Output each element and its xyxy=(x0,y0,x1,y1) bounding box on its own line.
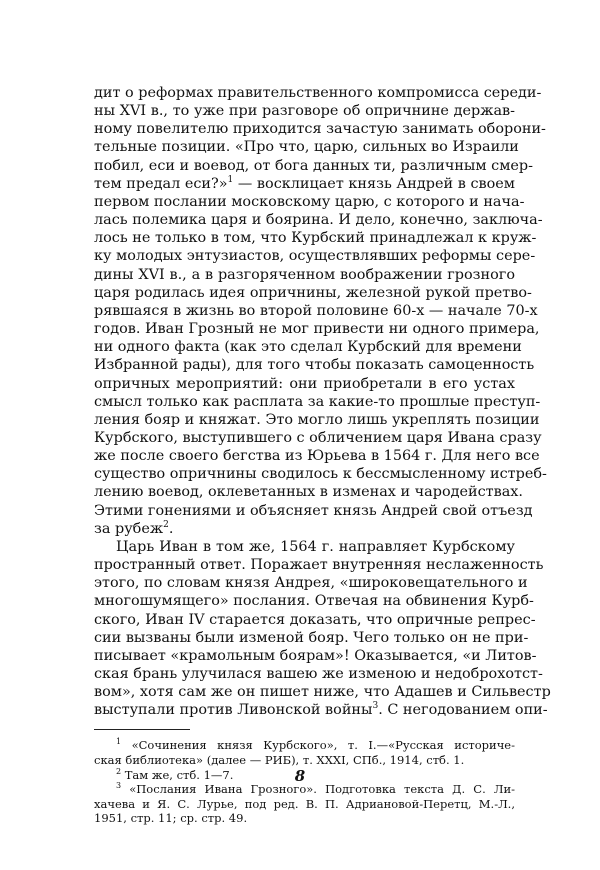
text-fragment: . С негодованием опи- xyxy=(378,702,548,719)
text-line: Избранной рады), для того чтобы показать самоценность xyxy=(94,357,535,374)
text-line: опричных мероприятий: они приобретали в его устах xyxy=(94,375,515,392)
footnote-divider xyxy=(94,729,190,730)
text-line: сии вызваны были изменой бояр. Чего только он не при- xyxy=(94,629,529,646)
footnote-number: 3 xyxy=(116,781,122,791)
text-line: ному повелителю приходится зачастую занимать оборони- xyxy=(94,121,546,138)
text-line: пространный ответ. Поражает внутренняя неслаженность xyxy=(94,557,544,574)
footnote-number: 1 xyxy=(116,737,122,747)
footnote-ref: 1 xyxy=(227,174,234,185)
footnote-ref: 2 xyxy=(163,519,169,530)
text-line: Царь Иван в том же, 1564 г. направляет Курбскому xyxy=(116,538,515,555)
text-line: тельные позиции. «Про что, царю, сильных во Израили xyxy=(94,139,519,156)
text-fragment: «Послания Ивана Грозного». Подготовка текста Д. С. Ли- xyxy=(129,782,516,797)
text-line: существо опричнины сводилось к бессмысленному истреб- xyxy=(94,466,547,483)
main-text xyxy=(94,84,551,719)
text-line: дины XVI в., а в разгоряченном воображении грозного xyxy=(94,266,515,283)
text-line: рявшаяся в жизнь во второй половине 60-х — начале 70-х xyxy=(94,302,538,319)
text-line: первом послании московскому царю, с которого и нача- xyxy=(94,193,525,210)
text-line: многошумящего» послания. Отвечая на обвинения Курб- xyxy=(94,593,534,610)
footnote-ref: 3 xyxy=(372,701,379,712)
page-body xyxy=(94,84,551,826)
text-line xyxy=(94,701,548,719)
text-fragment: выступали против Ливонской войны xyxy=(94,702,373,719)
text-line: этого, по словам князя Андрея, «широковещательного и xyxy=(94,575,528,592)
footnote-line: 1951, стр. 11; ср. стр. 49. xyxy=(94,811,248,826)
text-line: ская брань улучилася вашею же изменою и недоброхотст- xyxy=(94,666,543,682)
page-number: 8 xyxy=(294,767,306,785)
text-line: царя родилась идея опричнины, железной рукой претво- xyxy=(94,284,532,301)
text-line xyxy=(94,175,515,193)
footnote-line: хачева и Я. С. Лурье, под ред. В. П. Адриановой-Перетц, М.-Л., xyxy=(94,796,515,811)
text-line: же после своего бегства из Юрьева в 1564 г. Для него все xyxy=(94,448,540,465)
footnote-1 xyxy=(94,738,515,767)
text-fragment: тем предал еси?» xyxy=(94,175,228,192)
text-line: Курбского, выступившего с обличением царя Ивана сразу xyxy=(94,429,542,446)
text-line: лось не только в том, что Курбский принадлежал к круж- xyxy=(94,230,537,247)
text-fragment: Там же, стб. 1—7. xyxy=(124,767,234,782)
paragraph-1 xyxy=(94,84,547,538)
text-line xyxy=(94,520,515,538)
footnote-number: 2 xyxy=(116,766,122,776)
footnote-3 xyxy=(94,782,515,826)
text-line: смысл только как расплата за какие-то прошлые преступ- xyxy=(94,393,541,410)
text-line: вом», хотя сам же он пишет ниже, что Адашев и Сильвестр xyxy=(94,684,551,701)
text-line: дит о реформах правительственного компромисса середи- xyxy=(94,85,542,101)
text-line: лению воевод, оклеветанных в изменах и чародействах. xyxy=(94,484,523,501)
text-line: Этими гонениями и объясняет князь Андрей свой отъезд xyxy=(94,502,533,519)
text-line: ни одного факта (как это сделал Курбский для времени xyxy=(94,339,522,356)
text-line: годов. Иван Грозный не мог привести ни одного примера, xyxy=(94,321,540,338)
text-line: ны XVI в., то уже при разговоре об опричнине держав- xyxy=(94,103,515,120)
text-fragment: . xyxy=(168,520,174,537)
text-fragment: «Сочинения князя Курбского», т. I.—«Русская историче- xyxy=(131,738,515,753)
footnote-line xyxy=(94,738,515,753)
text-line: писывает «крамольным боярам»! Оказывается, «и Литов- xyxy=(94,647,537,664)
footnote-line: ская библиотека» (далее — РИБ), т. XXXI, СПб., 1914, стб. 1. xyxy=(94,753,465,768)
text-line: лась полемика царя и боярина. И дело, конечно, заключа- xyxy=(94,212,543,229)
text-line: ского, Иван IV старается доказать, что опричные репрес- xyxy=(94,611,536,628)
paragraph-2 xyxy=(94,538,551,720)
text-line: ку молодых энтузиастов, осуществлявших реформы сере- xyxy=(94,248,536,265)
text-line: ления бояр и княжат. Это могло лишь укреплять позиции xyxy=(94,411,540,428)
text-fragment: за рубеж xyxy=(94,520,164,537)
text-fragment: — восклицает князь Андрей в своем xyxy=(233,175,515,192)
text-line: побил, еси и воевод, от бога данных ти, различным смер- xyxy=(94,157,533,174)
